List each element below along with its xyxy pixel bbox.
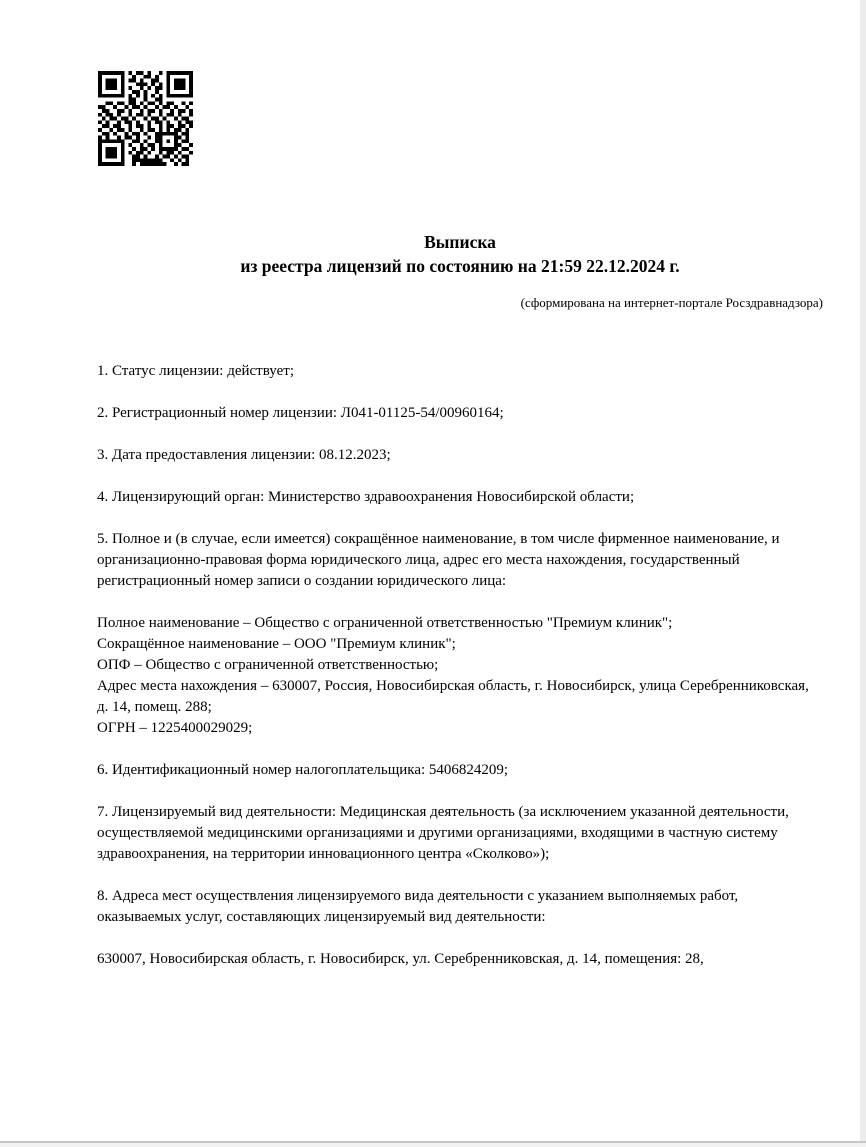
- document-title-line2: из реестра лицензий по состоянию на 21:59 22.12.2024 г.: [240, 255, 680, 276]
- org-short-name: Сокращённое наименование – ООО "Премиум клиник";: [97, 636, 456, 652]
- org-ogrn: ОГРН – 1225400029029;: [97, 720, 253, 736]
- paragraph-activity-addresses-heading: 8. Адреса мест осуществления лицензируемого вида деятельности с указанием выполняемых работ, оказываемых услуг, составляющих лицензируемый вид деятельности:: [97, 888, 739, 925]
- org-full-name: Полное наименование – Общество с ограниченной ответственностью "Премиум клиник";: [97, 615, 673, 631]
- document-title: [97, 231, 823, 278]
- paragraph-activity-type: 7. Лицензируемый вид деятельности: Медицинская деятельность (за исключением указанной деятельности, осуществляемой медицинскими организациями и другими организациями, входящими в частную систему здравоохранения, на территории инновационного центра «Сколково»);: [97, 804, 789, 862]
- content-area: [97, 0, 823, 991]
- paragraph-registration-number: 2. Регистрационный номер лицензии: Л041-01125-54/00960164;: [97, 405, 504, 421]
- paragraph-org-info-heading: 5. Полное и (в случае, если имеется) сокращённое наименование, в том числе фирменное наименование, и организационно-правовая форма юридического лица, адрес его места нахождения, государственный регистрационный номер записи о создании юридического лица:: [97, 531, 780, 589]
- paragraph-inn: 6. Идентификационный номер налогоплательщика: 5406824209;: [97, 762, 509, 778]
- activity-address-line: 630007, Новосибирская область, г. Новосибирск, ул. Серебренниковская, д. 14, помещения: 28,: [97, 951, 704, 967]
- paragraph-grant-date: 3. Дата предоставления лицензии: 08.12.2023;: [97, 447, 391, 463]
- subtitle-note: (сформирована на интернет-портале Росздравнадзора): [520, 295, 823, 310]
- page-edge-bottom: [0, 1141, 866, 1147]
- org-legal-form: ОПФ – Общество с ограниченной ответственностью;: [97, 657, 439, 673]
- page-edge-right: [860, 0, 866, 1147]
- document-title-line1: Выписка: [424, 232, 496, 252]
- paragraph-license-status: 1. Статус лицензии: действует;: [97, 363, 294, 379]
- org-info-block: [97, 613, 823, 739]
- paragraph-licensing-authority: 4. Лицензирующий орган: Министерство здравоохранения Новосибирской области;: [97, 489, 635, 505]
- org-address: Адрес места нахождения – 630007, Россия, Новосибирская область, г. Новосибирск, улица Серебренниковская, д. 14, помещ. 288;: [97, 678, 809, 715]
